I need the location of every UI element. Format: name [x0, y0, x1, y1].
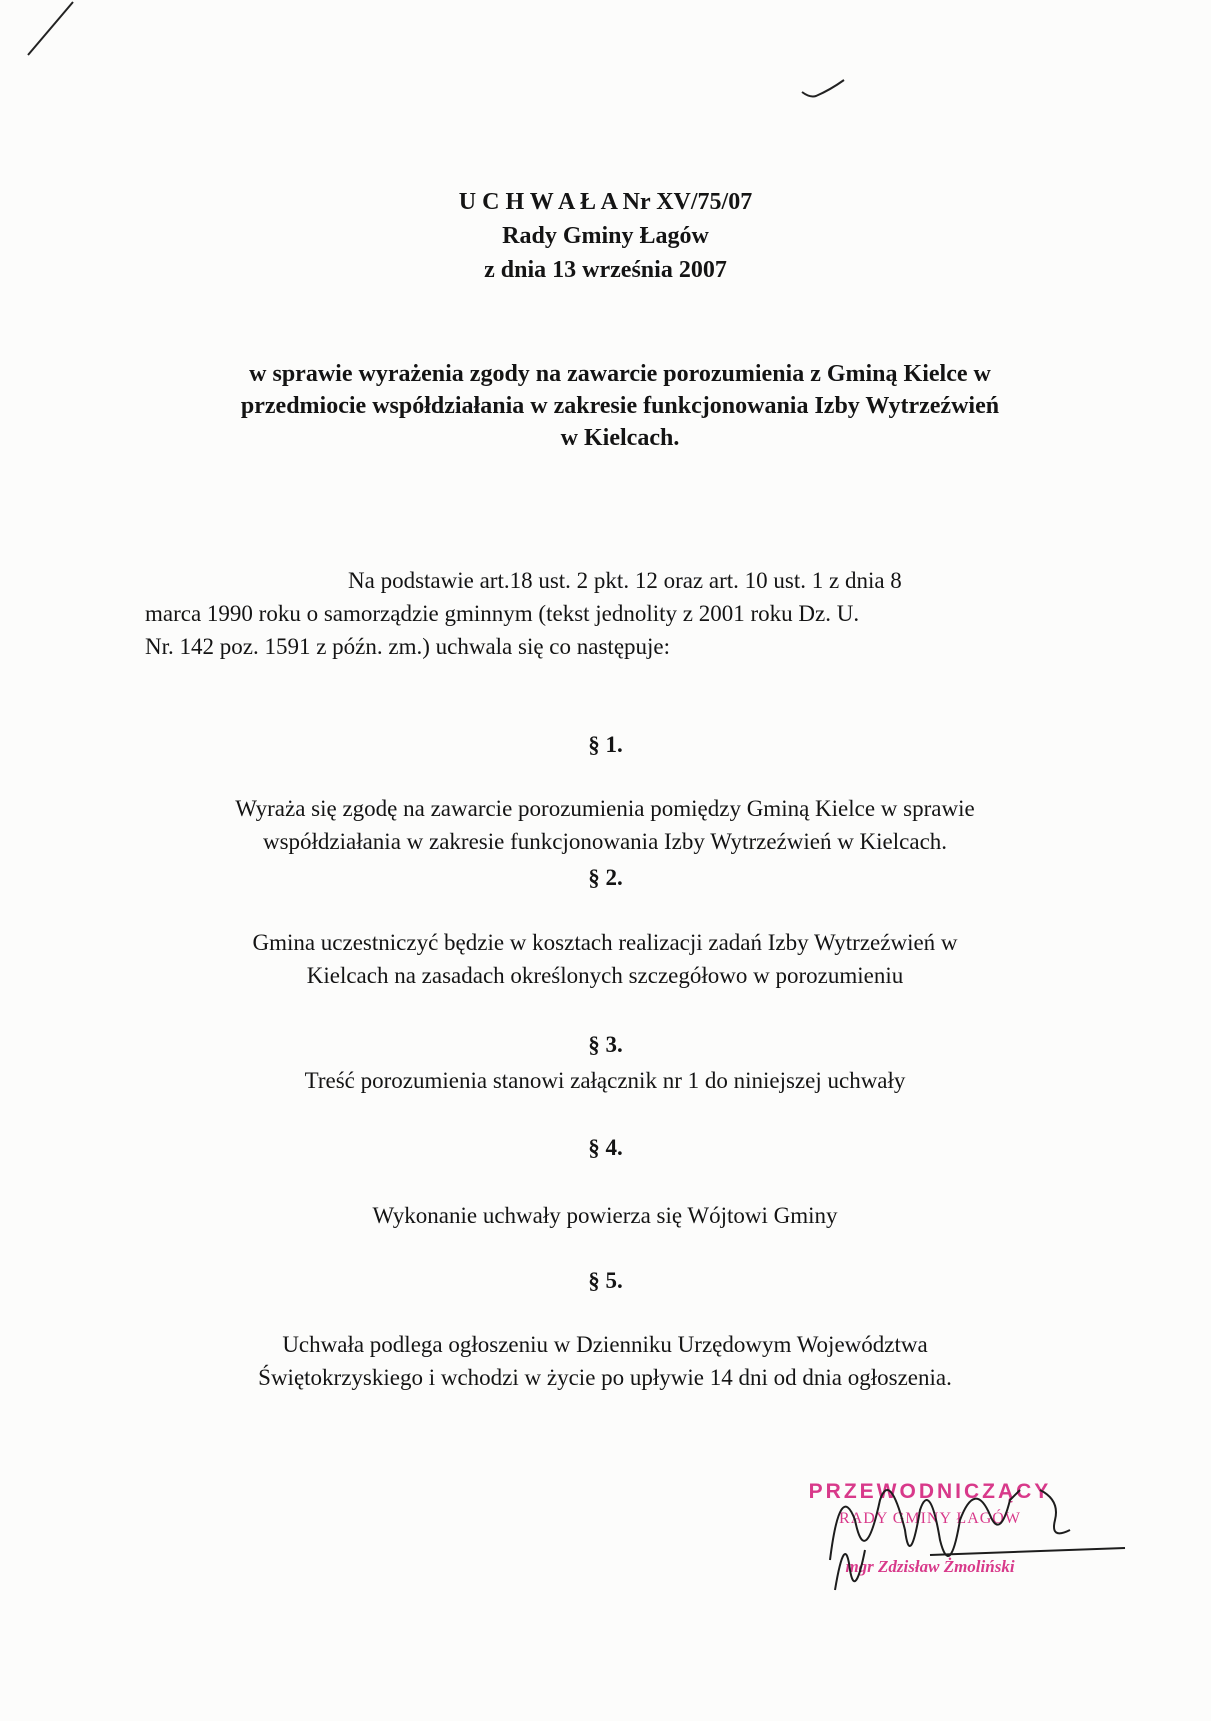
paragraph-4-text: [120, 1199, 1090, 1232]
basis-line: Na podstawie art.18 ust. 2 pkt. 12 oraz art. 10 ust. 1 z dnia 8: [348, 568, 902, 593]
paragraph-line: Kielcach na zasadach określonych szczegółowo w porozumieniu: [306, 963, 904, 988]
subject-line: przedmiocie współdziałania w zakresie funkcjonowania Izby Wytrzeźwień: [240, 393, 1000, 419]
paragraph-5-title: [0, 1266, 1211, 1296]
basis-line: Nr. 142 poz. 1591 z późn. zm.) uchwala się co następuje:: [145, 634, 671, 659]
issuer-heading: [0, 219, 1211, 254]
subject-line: w sprawie wyrażenia zgody na zawarcie porozumienia z Gminą Kielce w: [249, 361, 991, 387]
pen-stroke-mark: [25, 0, 85, 60]
resolution-date: [0, 253, 1211, 288]
paragraph-line: Świętokrzyskiego i wchodzi w życie po upływie 14 dni od dnia ogłoszenia.: [258, 1365, 952, 1390]
resolution-subject: [145, 358, 1095, 454]
resolution-number-text: U C H W A Ł A Nr XV/75/07: [458, 189, 753, 215]
paragraph-line: Treść porozumienia stanowi załącznik nr 1 do niniejszej uchwały: [304, 1068, 906, 1093]
resolution-number: [0, 185, 1211, 220]
paragraph-3-text: [120, 1064, 1090, 1097]
paragraph-2-title: [0, 863, 1211, 893]
stamp-organization: RADY GMINY ŁAGÓW: [839, 1510, 1021, 1527]
paragraph-line: Wyraża się zgodę na zawarcie porozumienia pomiędzy Gminą Kielce w sprawie: [235, 796, 975, 821]
basis-line: marca 1990 roku o samorządzie gminnym (tekst jednolity z 2001 roku Dz. U.: [145, 601, 860, 626]
handwritten-signature: [810, 1460, 1130, 1610]
paragraph-title-text: § 4.: [588, 1135, 623, 1160]
paragraph-4-title: [0, 1133, 1211, 1163]
paragraph-title-text: § 2.: [588, 865, 623, 890]
paragraph-1-title: [0, 730, 1211, 760]
paragraph-3-title: [0, 1030, 1211, 1060]
paragraph-title-text: § 1.: [588, 732, 623, 757]
paragraph-line: Wykonanie uchwały powierza się Wójtowi Gminy: [372, 1203, 838, 1228]
subject-line: w Kielcach.: [560, 425, 680, 451]
issuer-text: Rady Gminy Łagów: [502, 223, 709, 249]
paragraph-2-text: [120, 926, 1090, 992]
paragraph-line: Gmina uczestniczyć będzie w kosztach realizacji zadań Izby Wytrzeźwień w: [252, 930, 958, 955]
stamp-title: PRZEWODNICZĄCY: [808, 1480, 1052, 1503]
resolution-date-text: z dnia 13 września 2007: [484, 257, 727, 283]
check-mark: [800, 78, 850, 108]
paragraph-title-text: § 3.: [588, 1032, 623, 1057]
stamp-name: mgr Zdzisław Żmoliński: [845, 1557, 1015, 1576]
paragraph-1-text: [120, 792, 1090, 858]
paragraph-5-text: [120, 1328, 1090, 1394]
paragraph-title-text: § 5.: [588, 1268, 623, 1293]
paragraph-line: Uchwała podlega ogłoszeniu w Dzienniku Urzędowym Województwa: [282, 1332, 928, 1357]
legal-basis: [145, 564, 1090, 663]
paragraph-line: współdziałania w zakresie funkcjonowania Izby Wytrzeźwień w Kielcach.: [262, 829, 948, 854]
